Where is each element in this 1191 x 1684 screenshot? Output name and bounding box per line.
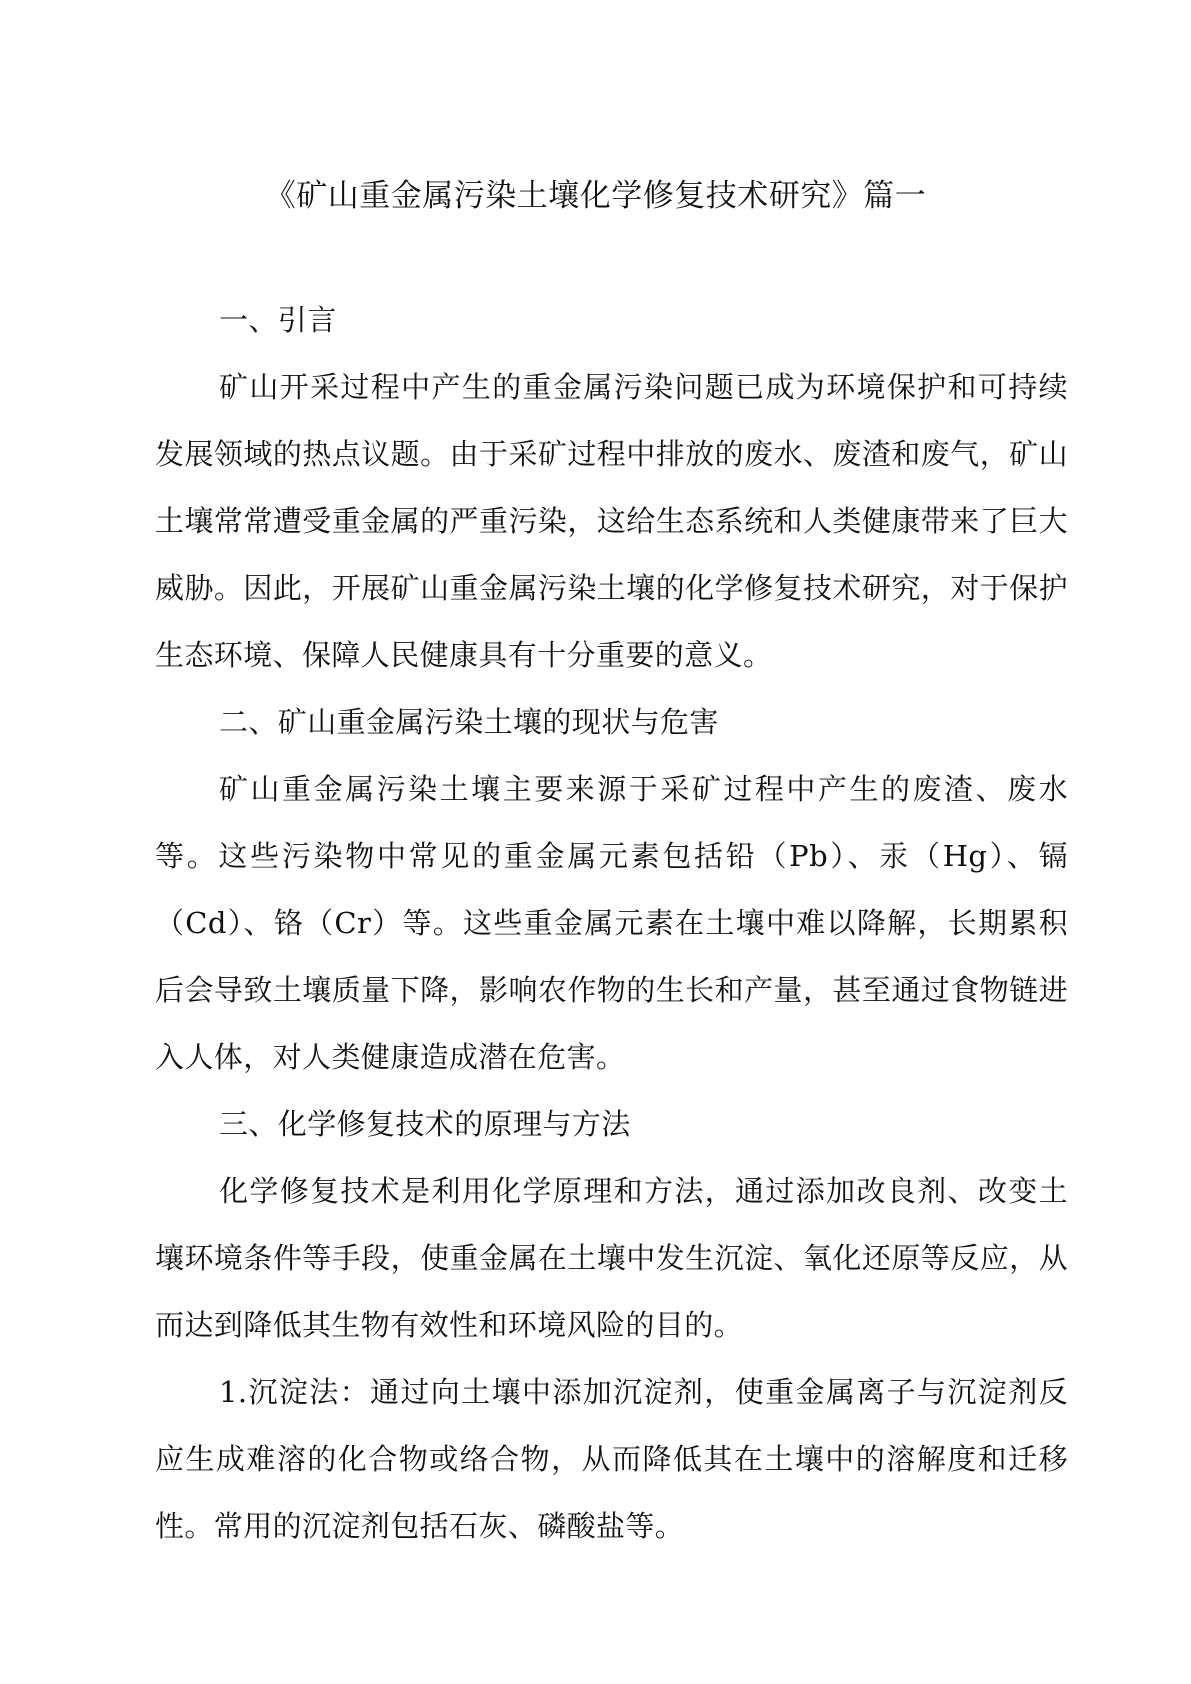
section-heading-introduction: 一、引言: [219, 303, 337, 337]
document-title: 《矿山重金属污染土壤化学修复技术研究》篇一: [264, 178, 927, 214]
section-heading-principles-and-methods: 三、化学修复技术的原理与方法: [219, 1107, 631, 1141]
paragraph-status-and-hazards: 矿山重金属污染土壤主要来源于采矿过程中产生的废渣、废水等。这些污染物中常见的重金属元素包括铅（Pb）、汞（Hg）、镉（Cd）、铬（Cr）等。这些重金属元素在土壤中难以降解，长期累积后会导致土壤质量下降，影响农作物的生长和产量，甚至通过食物链进入人体，对人类健康造成潜在危害。: [155, 772, 1068, 1074]
paragraph-introduction: 矿山开采过程中产生的重金属污染问题已成为环境保护和可持续发展领域的热点议题。由于采矿过程中排放的废水、废渣和废气，矿山土壤常常遭受重金属的严重污染，这给生态系统和人类健康带来了巨大威胁。因此，开展矿山重金属污染土壤的化学修复技术研究，对于保护生态环境、保障人民健康具有十分重要的意义。: [155, 370, 1068, 672]
paragraph-principles-and-methods: 化学修复技术是利用化学原理和方法，通过添加改良剂、改变土壤环境条件等手段，使重金属在土壤中发生沉淀、氧化还原等反应，从而达到降低其生物有效性和环境风险的目的。: [155, 1174, 1068, 1342]
section-heading-status-and-hazards: 二、矿山重金属污染土壤的现状与危害: [219, 705, 719, 739]
document-body: [155, 287, 1068, 1560]
paragraph-precipitation-method: 1.沉淀法：通过向土壤中添加沉淀剂，使重金属离子与沉淀剂反应生成难溶的化合物或络合物，从而降低其在土壤中的溶解度和迁移性。常用的沉淀剂包括石灰、磷酸盐等。: [155, 1375, 1068, 1543]
